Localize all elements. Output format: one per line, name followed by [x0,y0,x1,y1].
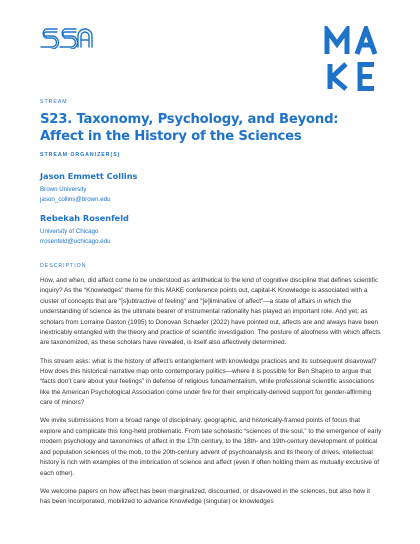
organizer-affiliation: University of Chicago [40,228,99,235]
title-line-1: S23. Taxonomy, Psychology, and Beyond: [40,112,339,127]
ssa-logo [40,27,98,49]
stream-label: STREAM [40,99,68,105]
description-body [40,276,382,515]
make-logo [324,26,382,92]
organizer-affiliation: Brown University [40,186,87,193]
organizer-name: Jason Emmett Collins [40,171,138,181]
organizer-card [40,212,129,246]
description-paragraph: This stream asks: what is the history of affect’s entanglement with knowledge practices and its subsequent disavowal? How does this historical narrative map onto contemporary politics—where it is possible for Ben Shapiro to argue that “facts don’t care about your feelings” in defense of religious fundamentalism, while professional scientific associations like the American Psychological Association come under fire for their empirically-derived support for gender-affirming care of minors? [40,357,377,407]
description-paragraph: We welcome papers on how affect has been marginalized, discounted, or disavowed in the sciences, but also how it has been incorporated, mobilized to advance Knowledge (singular) or knowledges [40,487,371,506]
organizer-name: Rebekah Rosenfeld [40,213,129,223]
organizer-email[interactable]: rrosenfeld@uchicago.edu [40,237,111,245]
description-paragraph: How, and when, did affect come to be understood as antithetical to the kind of cognitive discipline that defines scientific inquiry? As the “Knowledges” theme for this MAKE conference points out, capital-K Knowledge is associated with a cluster of concepts that are “[s]ubtractive of feeling” and “[e]liminative of affect”—a state of affairs in which the understanding of science as the ultimate bearer of instrumental rationality has played an important role. And yet, as scholars from Lorraine Daston (1995) to Donovan Schaefer (2022) have pointed out, affects are and always have been inextricably entangled with the theory and practice of scientific investigation. The posture of aloofness with which affects are taxonomized, as these scholars have revealed, is itself also affectively determined. [40,277,381,347]
organizers-label: STREAM ORGANIZER(S) [40,152,121,158]
title-line-2: Affect in the History of the Sciences [40,129,302,144]
organizer-card [40,170,137,204]
description-label: DESCRIPTION [40,263,87,269]
organizer-email[interactable]: jason_collins@brown.edu [40,195,111,203]
description-paragraph: We invite submissions from a broad range of disciplinary, geographic, and historically-framed points of focus that explore and complicate this long-held problematic. From late scholastic “sciences of the soul,” to the emergence of early modern psychology and taxonomies of affect in the 17th century, to the 18th- and 19th-century development of political and population sciences of the mob, to the 20th-century advent of psychoanalysis and its theory of drives, intellectual history is rich with examples of the imbrication of science and affect (even if often holding them as mutually exclusive of each other). [40,417,382,477]
page-title [40,111,370,145]
